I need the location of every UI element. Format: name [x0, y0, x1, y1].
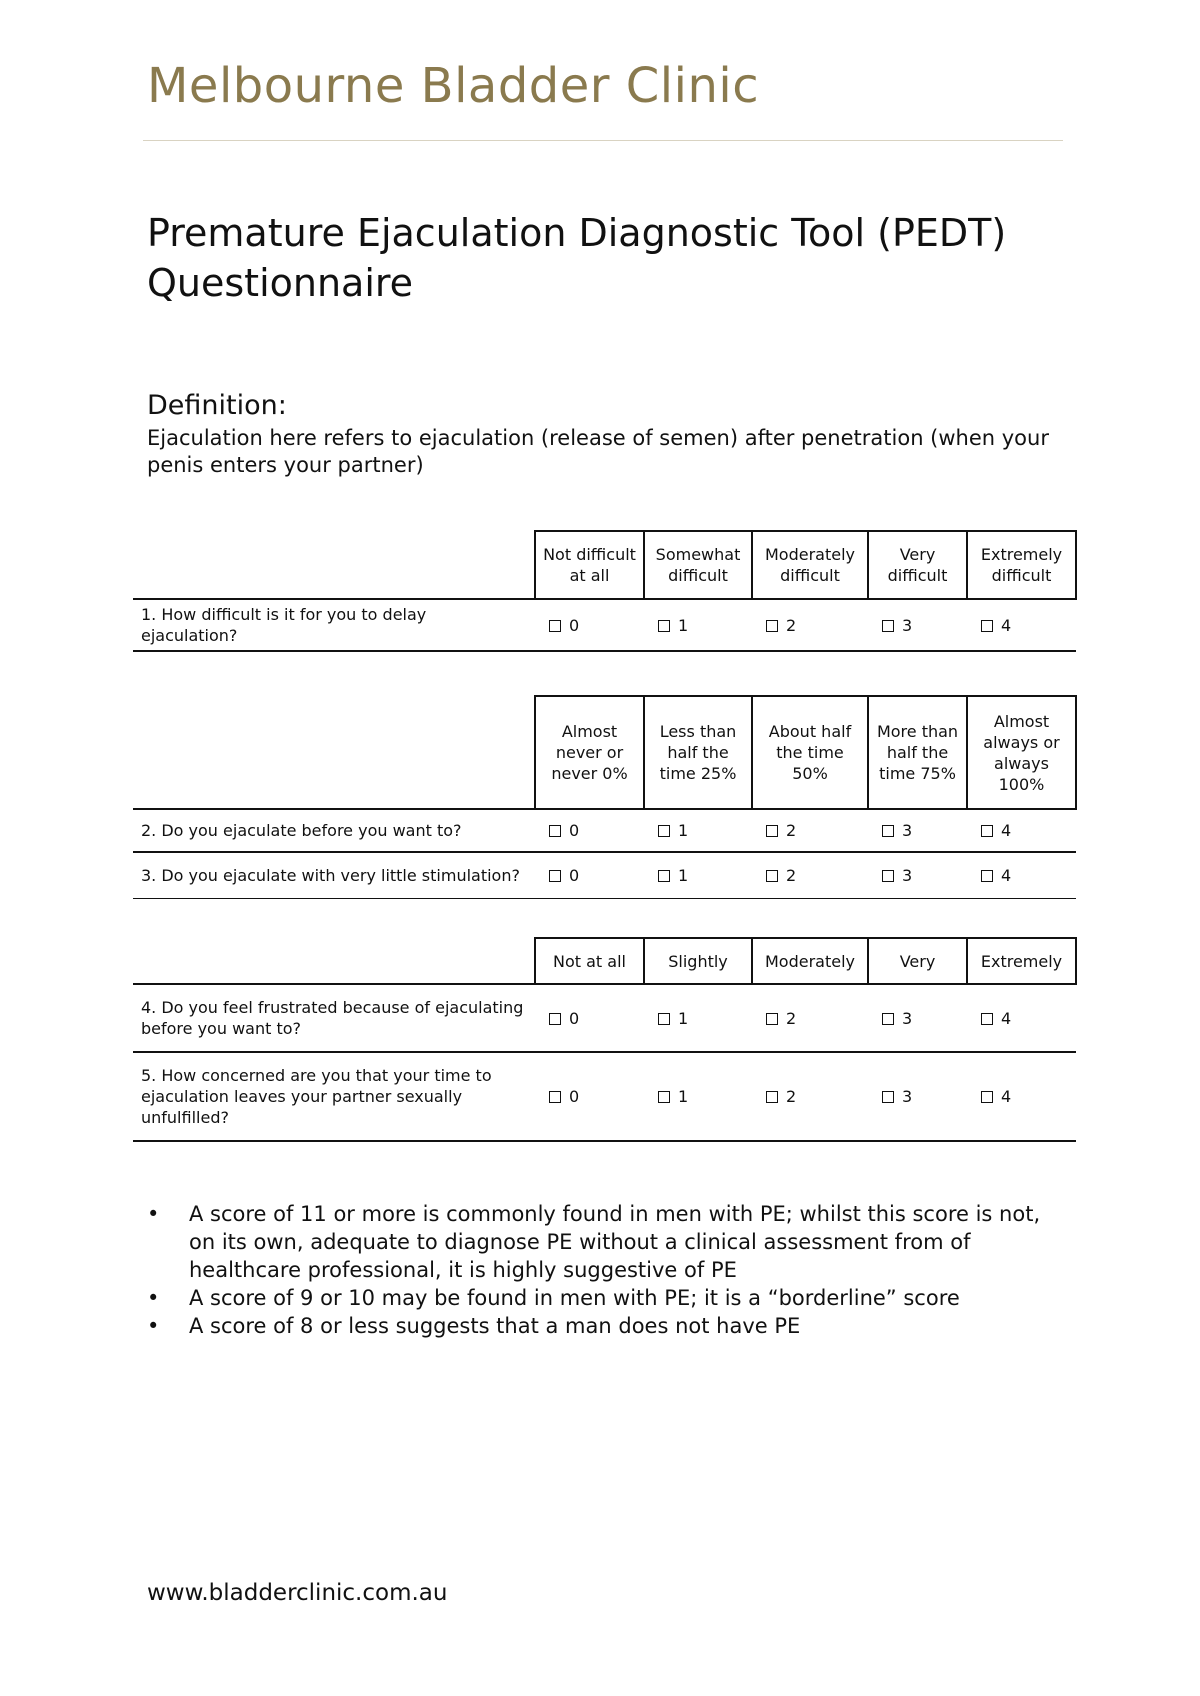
- answer-option[interactable]: [644, 1052, 752, 1141]
- option-value: 4: [1001, 821, 1012, 840]
- checkbox-icon[interactable]: [658, 620, 670, 632]
- column-header: Extremely difficult: [967, 531, 1076, 599]
- checkbox-icon[interactable]: [766, 825, 778, 837]
- score-note: • A score of 9 or 10 may be found in men with PE; it is a “borderline” score: [147, 1284, 1067, 1312]
- checkbox-icon[interactable]: [766, 1013, 778, 1025]
- question-row-1: [133, 599, 1076, 651]
- option-value: 4: [1001, 1008, 1012, 1028]
- answer-option[interactable]: [535, 852, 644, 898]
- answer-option[interactable]: [644, 809, 752, 852]
- answer-option[interactable]: [752, 809, 868, 852]
- document-title-line-1: Premature Ejaculation Diagnostic Tool (PEDT): [147, 211, 1007, 255]
- answer-option[interactable]: [868, 984, 967, 1052]
- question-row-2: [133, 809, 1076, 852]
- option-value: 3: [902, 1087, 913, 1106]
- column-header: Moderately: [752, 938, 868, 984]
- option-value: 3: [902, 615, 913, 635]
- column-header: Almost always or always 100%: [967, 696, 1076, 809]
- column-header: Not difficult at all: [535, 531, 644, 599]
- header-blank-cell: [133, 696, 535, 809]
- option-value: 0: [569, 1087, 580, 1106]
- checkbox-icon[interactable]: [882, 1013, 894, 1025]
- checkbox-icon[interactable]: [981, 1091, 993, 1103]
- checkbox-icon[interactable]: [549, 825, 561, 837]
- answer-option[interactable]: [644, 852, 752, 898]
- checkbox-icon[interactable]: [882, 870, 894, 882]
- option-value: 1: [678, 1087, 689, 1106]
- option-value: 1: [678, 865, 689, 885]
- answer-option[interactable]: [752, 852, 868, 898]
- table-header-row: [133, 531, 1076, 599]
- column-header: Almost never or never 0%: [535, 696, 644, 809]
- document-title-line-2: Questionnaire: [147, 261, 414, 305]
- column-header: About half the time 50%: [752, 696, 868, 809]
- checkbox-icon[interactable]: [549, 620, 561, 632]
- score-notes-list: [147, 1200, 1067, 1340]
- option-value: 0: [569, 865, 580, 885]
- header-blank-cell: [133, 938, 535, 984]
- question-row-3: [133, 852, 1076, 898]
- checkbox-icon[interactable]: [882, 620, 894, 632]
- checkbox-icon[interactable]: [658, 825, 670, 837]
- clinic-name: Melbourne Bladder Clinic: [147, 58, 760, 114]
- question-row-5: [133, 1052, 1076, 1141]
- option-value: 1: [678, 615, 689, 635]
- question-text: 2. Do you ejaculate before you want to?: [133, 809, 535, 852]
- column-header: Very: [868, 938, 967, 984]
- question-text: 1. How difficult is it for you to delay ejaculation?: [133, 599, 535, 651]
- question-text: 3. Do you ejaculate with very little stimulation?: [133, 852, 535, 898]
- answer-option[interactable]: [752, 1052, 868, 1141]
- answer-option[interactable]: [752, 984, 868, 1052]
- checkbox-icon[interactable]: [658, 1013, 670, 1025]
- answer-option[interactable]: [644, 599, 752, 651]
- header-divider: [143, 140, 1063, 141]
- document-title: [147, 208, 1087, 308]
- checkbox-icon[interactable]: [549, 870, 561, 882]
- answer-option[interactable]: [535, 599, 644, 651]
- checkbox-icon[interactable]: [981, 870, 993, 882]
- option-value: 2: [786, 821, 797, 840]
- checkbox-icon[interactable]: [981, 825, 993, 837]
- definition-heading: Definition:: [147, 390, 287, 421]
- answer-option[interactable]: [535, 1052, 644, 1141]
- checkbox-icon[interactable]: [981, 1013, 993, 1025]
- checkbox-icon[interactable]: [981, 620, 993, 632]
- option-value: 3: [902, 1008, 913, 1028]
- answer-option[interactable]: [868, 1052, 967, 1141]
- answer-option[interactable]: [535, 809, 644, 852]
- option-value: 2: [786, 1008, 797, 1028]
- option-value: 4: [1001, 865, 1012, 885]
- option-value: 0: [569, 615, 580, 635]
- question-table-3: [133, 937, 1077, 1142]
- option-value: 2: [786, 865, 797, 885]
- answer-option[interactable]: [967, 809, 1076, 852]
- answer-option[interactable]: [752, 599, 868, 651]
- answer-option[interactable]: [868, 852, 967, 898]
- option-value: 2: [786, 1087, 797, 1106]
- question-table-2: [133, 695, 1077, 899]
- option-value: 1: [678, 821, 689, 840]
- option-value: 3: [902, 821, 913, 840]
- option-value: 3: [902, 865, 913, 885]
- answer-option[interactable]: [535, 984, 644, 1052]
- column-header: Slightly: [644, 938, 752, 984]
- answer-option[interactable]: [967, 852, 1076, 898]
- question-text: 4. Do you feel frustrated because of ejaculating before you want to?: [133, 984, 535, 1052]
- answer-option[interactable]: [967, 984, 1076, 1052]
- column-header: Somewhat difficult: [644, 531, 752, 599]
- option-value: 0: [569, 821, 580, 840]
- answer-option[interactable]: [967, 1052, 1076, 1141]
- checkbox-icon[interactable]: [549, 1091, 561, 1103]
- score-note: • A score of 11 or more is commonly found in men with PE; whilst this score is not, on its own, adequate to diagnose PE without a clinical assessment from of healthcare professional, it is highly suggestive of PE: [147, 1200, 1067, 1284]
- option-value: 4: [1001, 1087, 1012, 1106]
- question-table-1: [133, 530, 1077, 652]
- checkbox-icon[interactable]: [882, 825, 894, 837]
- checkbox-icon[interactable]: [658, 870, 670, 882]
- answer-option[interactable]: [868, 599, 967, 651]
- question-row-4: [133, 984, 1076, 1052]
- checkbox-icon[interactable]: [658, 1091, 670, 1103]
- column-header: Extremely: [967, 938, 1076, 984]
- checkbox-icon[interactable]: [882, 1091, 894, 1103]
- checkbox-icon[interactable]: [766, 870, 778, 882]
- option-value: 0: [569, 1008, 580, 1028]
- score-note: • A score of 8 or less suggests that a man does not have PE: [147, 1312, 1067, 1340]
- option-value: 2: [786, 615, 797, 635]
- answer-option[interactable]: [644, 984, 752, 1052]
- answer-option[interactable]: [967, 599, 1076, 651]
- column-header: Not at all: [535, 938, 644, 984]
- column-header: Very difficult: [868, 531, 967, 599]
- column-header: More than half the time 75%: [868, 696, 967, 809]
- definition-text: Ejaculation here refers to ejaculation (release of semen) after penetration (when your penis enters your partner): [147, 426, 1049, 477]
- question-text: 5. How concerned are you that your time to ejaculation leaves your partner sexually unfulfilled?: [133, 1052, 535, 1141]
- option-value: 4: [1001, 615, 1012, 635]
- column-header: Moderately difficult: [752, 531, 868, 599]
- footer-url: www.bladderclinic.com.au: [147, 1580, 448, 1606]
- checkbox-icon[interactable]: [549, 1013, 561, 1025]
- table-header-row: [133, 696, 1076, 809]
- table-header-row: [133, 938, 1076, 984]
- header-blank-cell: [133, 531, 535, 599]
- answer-option[interactable]: [868, 809, 967, 852]
- option-value: 1: [678, 1008, 689, 1028]
- column-header: Less than half the time 25%: [644, 696, 752, 809]
- checkbox-icon[interactable]: [766, 1091, 778, 1103]
- checkbox-icon[interactable]: [766, 620, 778, 632]
